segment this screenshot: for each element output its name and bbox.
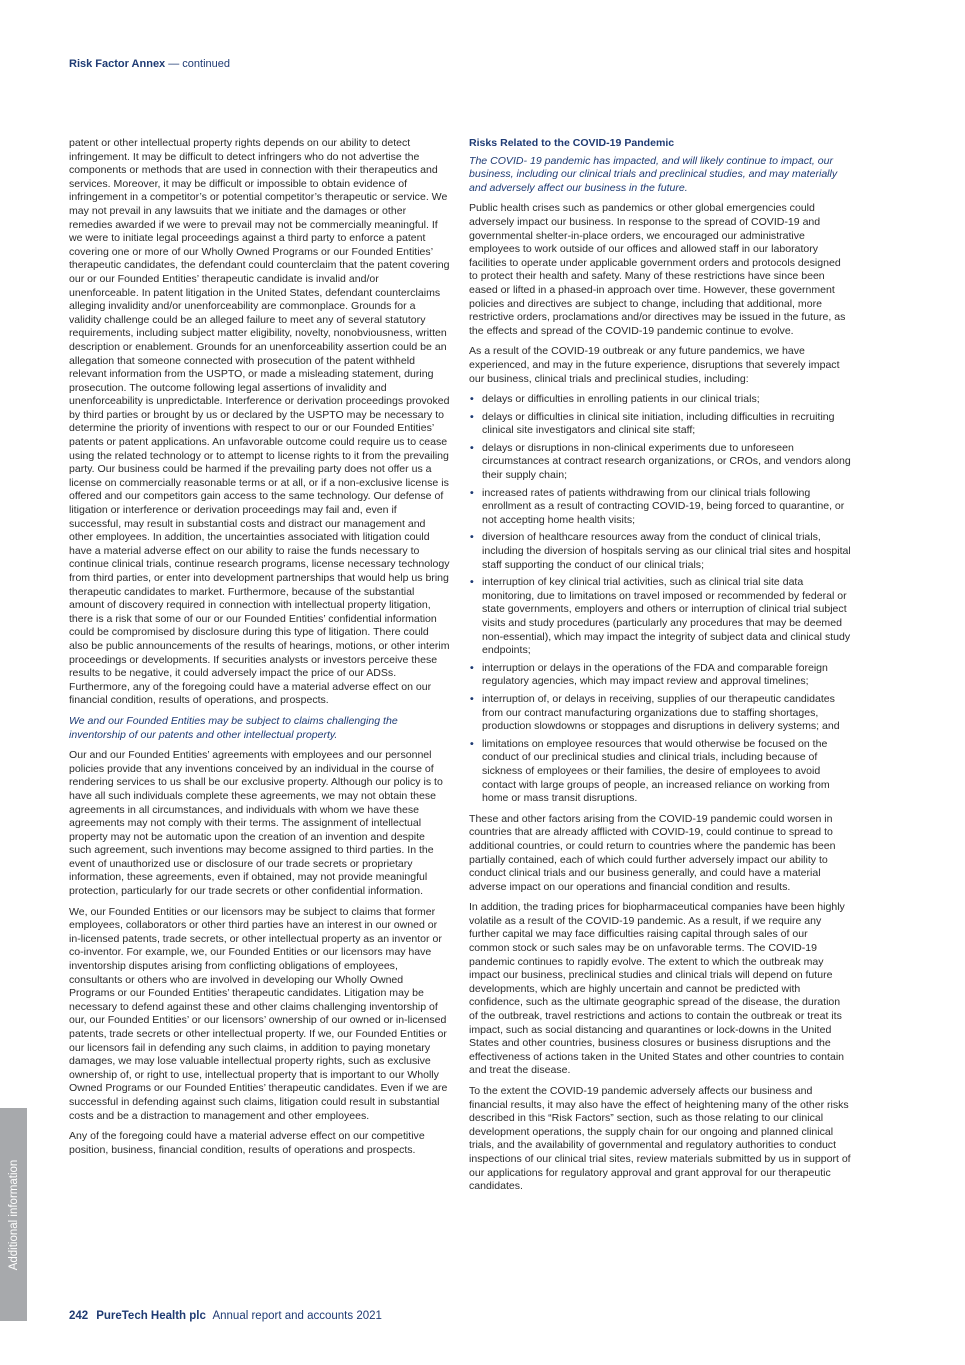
left-subheading: We and our Founded Entities may be subject to claims challenging the inventorship of our patents and other intellectual property. bbox=[69, 714, 398, 741]
bullet-icon: • bbox=[470, 441, 474, 454]
running-head bbox=[69, 58, 230, 70]
side-tab-label: Additional information bbox=[7, 1159, 20, 1270]
right-paragraph-2: As a result of the COVID-19 outbreak or any future pandemics, we have experienced, and may in the future experience, disruptions that severely impact our business, clinical trials and preclinical studies, including: bbox=[469, 345, 840, 385]
list-item-text: interruption or delays in the operations of the FDA and comparable foreign regulatory agencies, which may impact review and approval timelines; bbox=[482, 661, 828, 688]
bullet-icon: • bbox=[470, 661, 474, 674]
list-item-text: increased rates of patients withdrawing from our clinical trials following enrollment as a result of contracting COVID-19, being forced to quarantine, or not accepting home health visits; bbox=[482, 486, 845, 526]
bullet-icon: • bbox=[470, 486, 474, 499]
right-paragraph-5: To the extent the COVID-19 pandemic adversely affects our business and financial results, it may also have the effect of heightening many of the other risks described in this “Risk Factors” section, such as those relating to our clinical development operations, the supply chain for our ongoing and planned clinical trials, and the availability of governmental and regulatory authorities to conduct inspections of our clinical trial sites, review materials submitted by us in support of our applications for regulatory approval and grant approval for our therapeutic candidates. bbox=[469, 1085, 851, 1193]
list-item-text: delays or disruptions in non-clinical experiments due to unforeseen circumstances at contract research organizations, or CROs, and vendors along their supply chain; bbox=[482, 441, 851, 482]
list-item-text: interruption of, or delays in receiving, supplies of our therapeutic candidates from our contract manufacturing organizations due to staffing shortages, production slowdowns or stoppages and disruptions in delivery systems; and bbox=[482, 692, 840, 733]
running-head-continued: — continued bbox=[165, 58, 231, 70]
left-column bbox=[69, 137, 450, 1164]
list-item bbox=[469, 393, 851, 407]
section-title: Risks Related to the COVID-19 Pandemic bbox=[469, 137, 675, 149]
list-item bbox=[469, 531, 851, 572]
list-item bbox=[469, 693, 851, 734]
left-paragraph-3: We, our Founded Entities or our licensors may be subject to claims that former employees, collaborators or other third parties have an interest in our owned or in-licensed patents, trade secrets, or other intellectual property as an inventor or co-inventor. For example, we, our Founded Entities or our licensors may have inventorship disputes arising from conflicting obligations of employees, consultants or others who are involved in developing our Wholly Owned Programs or our Founded Entities’ therapeutic candidates. Litigation may be necessary to defend against these and other claims challenging inventorship of our, our Founded Entities’ or our licensors’ ownership of our owned or in-licensed patents, trade secrets or other intellectual property. If we, our Founded Entities or our licensors fail in defending any such claims, in addition to paying monetary damages, we may lose valuable intellectual property rights, such as exclusive ownership of, or right to use, intellectual property that is important to our Wholly Owned Programs or our Founded Entities’ therapeutic candidates. Even if we are successful in defending against such claims, litigation could result in substantial costs and be a distraction to management and other employees. bbox=[69, 905, 448, 1122]
list-item bbox=[469, 738, 851, 806]
right-paragraph-1: Public health crises such as pandemics or other global emergencies could adversely impact our business. In response to the spread of COVID-19 and governmental shelter-in-place orders, we encouraged our administrative employees to work outside of our offices and allowed staff in our laboratory facilities to operate under applicable government orders and protocols designed to protect their health and safety. Many of these restrictions have since been eased or lifted in a phased-in approach over time. However, these government policies and directives are subject to change, including that additional, more restrictive orders, proclamations and/or directives may be issued in the future, as the effects and spread of the COVID-19 pandemic continue to evolve. bbox=[469, 202, 846, 337]
list-item-text: delays or difficulties in clinical site initiation, including difficulties in recruiting clinical site investigators and clinical site staff; bbox=[482, 410, 835, 437]
bullet-icon: • bbox=[470, 576, 474, 589]
left-paragraph-2: Our and our Founded Entities’ agreements with employees and our personnel policies provide that any inventions conceived by an individual in the course of rendering services to us shall be our exclusive property. Although our policy is to have all such individuals complete these agreements, we may not obtain these agreements in all circumstances, and individuals with whom we have these agreements may not comply with their terms. The assignment of intellectual property may not be automatic upon the creation of an invention and despite such agreement, such inventions may become assigned to third parties. In the event of unauthorized use or disclosure of our trade secrets or proprietary information, these agreements, even if obtained, may not provide meaningful protection, particularly for our trade secrets or other confidential information. bbox=[69, 749, 443, 898]
bullet-icon: • bbox=[470, 692, 474, 705]
bullet-icon: • bbox=[470, 531, 474, 544]
list-item-text: limitations on employee resources that would otherwise be focused on the conduct of our preclinical studies and clinical trials, including because of sickness of employees or their families, the desire of employees to avoid contact with large groups of people, an increased reliance on working from home or mass transit disruptions. bbox=[482, 737, 830, 805]
list-item bbox=[469, 662, 851, 689]
page-footer bbox=[69, 1310, 382, 1322]
company-name: PureTech Health plc bbox=[96, 1310, 206, 1322]
list-item bbox=[469, 411, 851, 438]
list-item bbox=[469, 442, 851, 483]
list-item-text: delays or difficulties in enrolling patients in our clinical trials; bbox=[482, 393, 760, 406]
right-paragraph-4: In addition, the trading prices for biopharmaceutical companies have been highly volatile as a result of the COVID-19 pandemic. As a result, if we require any further capital we may face difficulties raising capital through sales of our common stock or such sales may be on unfavorable terms. The COVID-19 pandemic continues to rapidly evolve. The extent to which the outbreak may impact our business, preclinical studies and clinical trials will depend on future developments, which are highly uncertain and cannot be predicted with confidence, such as the ultimate geographic spread of the disease, the duration of the outbreak, travel restrictions and actions to contain the outbreak or treat its impact, such as social distancing and quarantines or lock-downs in the United States and other countries, business closures or business disruptions and the effectiveness of actions taken in the United States and other countries to contain and treat the disease. bbox=[469, 901, 845, 1077]
right-subheading: The COVID- 19 pandemic has impacted, and will likely continue to impact, our business, including our clinical trials and preclinical studies, and may materially and adversely affect our business in the future. bbox=[469, 154, 838, 194]
report-title: Annual report and accounts 2021 bbox=[212, 1310, 382, 1322]
page-number: 242 bbox=[69, 1310, 89, 1322]
bullet-icon: • bbox=[470, 737, 474, 750]
list-item bbox=[469, 576, 851, 658]
bullet-icon: • bbox=[470, 410, 474, 423]
list-item-text: interruption of key clinical trial activities, such as clinical trial site data monitoring, due to limitations on travel imposed or recommended by federal or state governments, employers and others or interruption of clinical trial subject visits and study procedures (particularly any procedures that may be deemed non-essential), which may impact the integrity of subject data and clinical study endpoints; bbox=[482, 576, 851, 657]
impact-bullet-list bbox=[469, 393, 851, 806]
running-head-title: Risk Factor Annex bbox=[69, 58, 166, 70]
right-paragraph-3: These and other factors arising from the COVID-19 pandemic could worsen in countries that are already afflicted with COVID-19, could continue to spread to additional countries, or could return to countries where the pandemic has been partially contained, each of which could further adversely impact our ability to conduct clinical trials and our business generally, and could have a material adverse impact on our operations and financial condition and results. bbox=[469, 812, 836, 893]
left-paragraph-4: Any of the foregoing could have a material adverse effect on our competitive position, business, financial condition, results of operations and prospects. bbox=[69, 1130, 425, 1156]
list-item-text: diversion of healthcare resources away from the conduct of clinical trials, including the diversion of hospitals serving as our clinical trial sites and hospital staff supporting the conduct of our clinical trials; bbox=[482, 531, 851, 571]
right-column bbox=[469, 137, 851, 1201]
list-item bbox=[469, 487, 851, 528]
bullet-icon: • bbox=[470, 393, 474, 406]
section-side-tab bbox=[0, 1108, 27, 1321]
left-paragraph-1: patent or other intellectual property rights depends on our ability to detect infringement. It may be difficult to detect infringers who do not advertise the components or methods that are used in connection with their therapeutics and services. Moreover, it may be difficult or impossible to obtain evidence of infringement in a competitor’s or potential competitor’s therapeutic or service. We may not prevail in any lawsuits that we initiate and the damages or other remedies awarded if we were to prevail may not be commercially meaningful. If we were to initiate legal proceedings against a third party to enforce a patent covering one or more of our Wholly Owned Programs or our Founded Entities’ therapeutic candidates, the defendant could counterclaim that the patent covering our or our Founded Entities’ therapeutic candidate is invalid and/or unenforceable. In patent litigation in the United States, defendant counterclaims alleging invalidity and/or unenforceability are commonplace. Grounds for a validity challenge could be an alleged failure to meet any of several statutory requirements, including subject matter eligibility, novelty, nonobviousness, written description or enablement. Grounds for an unenforceability assertion could be an allegation that someone connected with prosecution of the patent withheld relevant information from the USPTO, or made a misleading statement, during prosecution. The outcome following legal assertions of invalidity and unenforceability is unpredictable. Interference or derivation proceedings provoked by third parties or brought by us or declared by the USPTO may be necessary to determine the priority of inventions with respect to our or our Founded Entities’ patents or patent applications. An unfavorable outcome could require us to cease using the related technology or to attempt to license rights to it from the prevailing party. Our business could be harmed if the prevailing party does not offer us a license on commercially reasonable terms or at all, or if a non-exclusive license is offered and our competitors gain access to the same technology. Our defense of litigation or interference or derivation proceedings may fail and, even if successful, may result in substantial costs and distract our management and other employees. In addition, the uncertainties associated with litigation could have a material adverse effect on our ability to raise the funds necessary to continue clinical trials, continue research programs, license necessary technology from third parties, or enter into development partnerships that would help us bring therapeutic candidates to market. Furthermore, because of the substantial amount of discovery required in connection with intellectual property litigation, there is a risk that some of our or our Founded Entities’ confidential information could be compromised by disclosure during this type of litigation. There could also be public announcements of the results of hearings, motions, or other interim proceedings or developments. If securities analysts or investors perceive these results to be negative, it could adversely impact the price of our ADSs. Furthermore, any of the foregoing could have a material adverse effect on our financial condition, results of operations, and prospects. bbox=[69, 137, 450, 707]
